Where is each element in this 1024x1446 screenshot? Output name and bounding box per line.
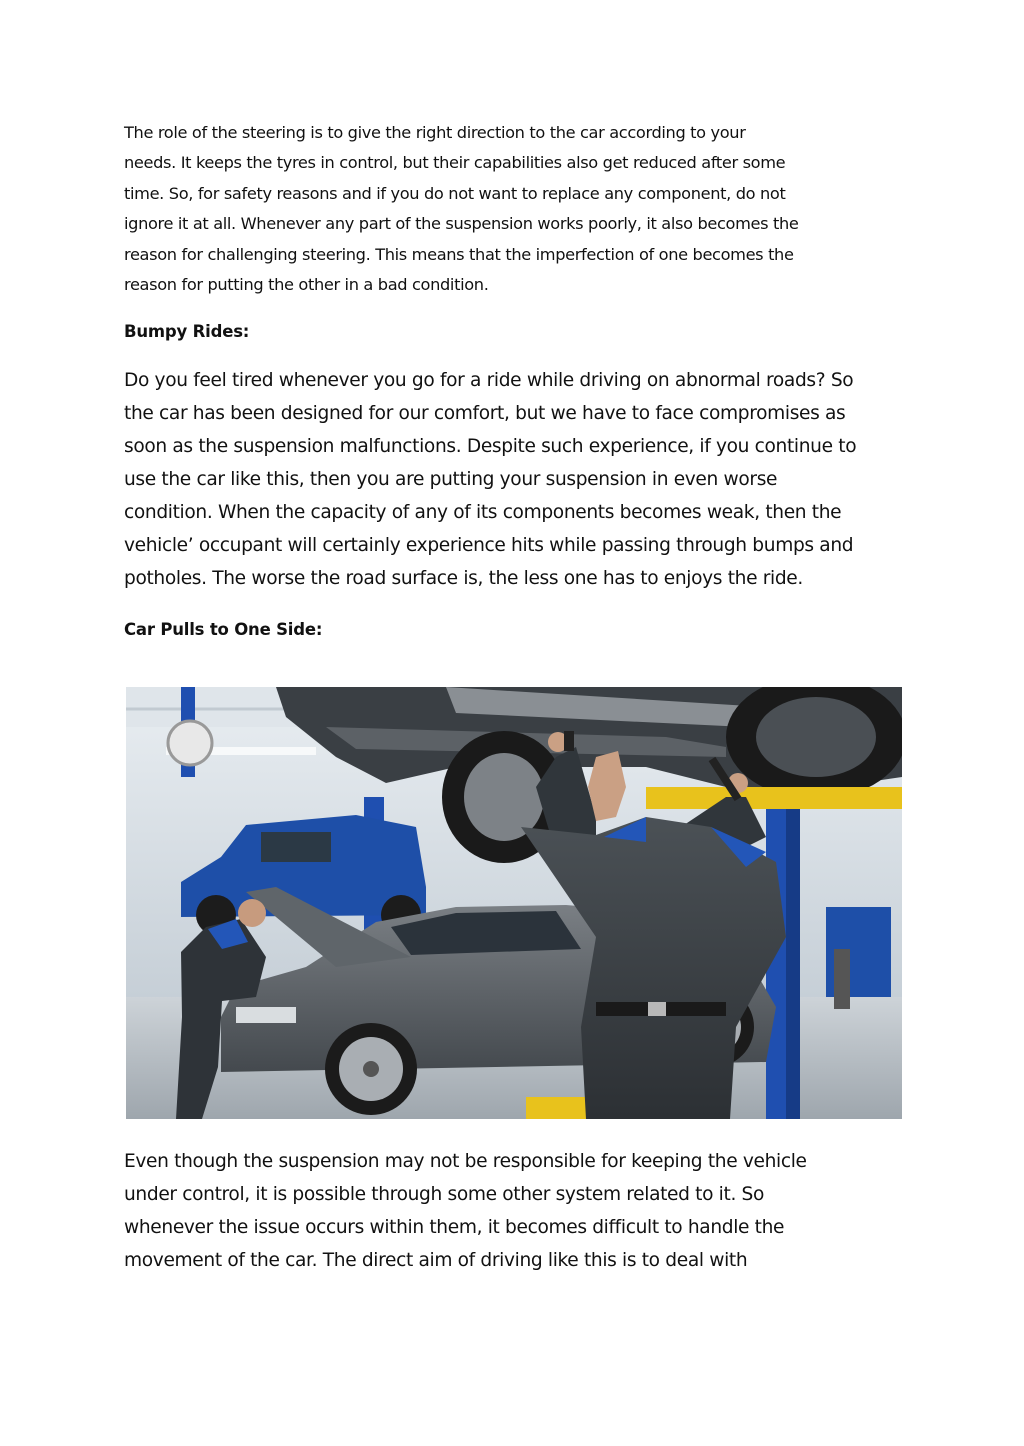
heading-car-pulls: Car Pulls to One Side:: [124, 620, 323, 640]
paragraph-bumpy-rides: Do you feel tired whenever you go for a ride while driving on abnormal roads? So the car has been designed for our comfort, but we have to face compromises as soon as the suspension malfunctions. Despite such experience, if you continue to use the car like this, then you are putting your suspension in even worse condition. When the capacity of any of its components becomes weak, then the vehicle’ occupant will certainly experience hits while passing through bumps and potholes. The worse the road surface is, the less one has to enjoys the ride.: [124, 370, 857, 590]
paragraph-steering: The role of the steering is to give the right direction to the car according to your needs. It keeps the tyres in control, but their capabilities also get reduced after some time. So, for safety reasons and if you do not want to replace any component, do not ignore it at all. Whenever any part of the suspension works poorly, it also becomes the reason for challenging steering. This means that the imperfection of one becomes the reason for putting the other in a bad condition.: [124, 123, 799, 295]
document-page: [124, 118, 914, 645]
photo-mechanics-inspecting-car-under-lift: [126, 687, 902, 1119]
paragraph-car-pulls: Even though the suspension may not be responsible for keeping the vehicle under control, it is possible through some other system related to it. So whenever the issue occurs within them, it becomes difficult to handle the movement of the car. The direct aim of driving like this is to deal with: [124, 1151, 807, 1271]
heading-bumpy-rides: Bumpy Rides:: [124, 322, 250, 342]
